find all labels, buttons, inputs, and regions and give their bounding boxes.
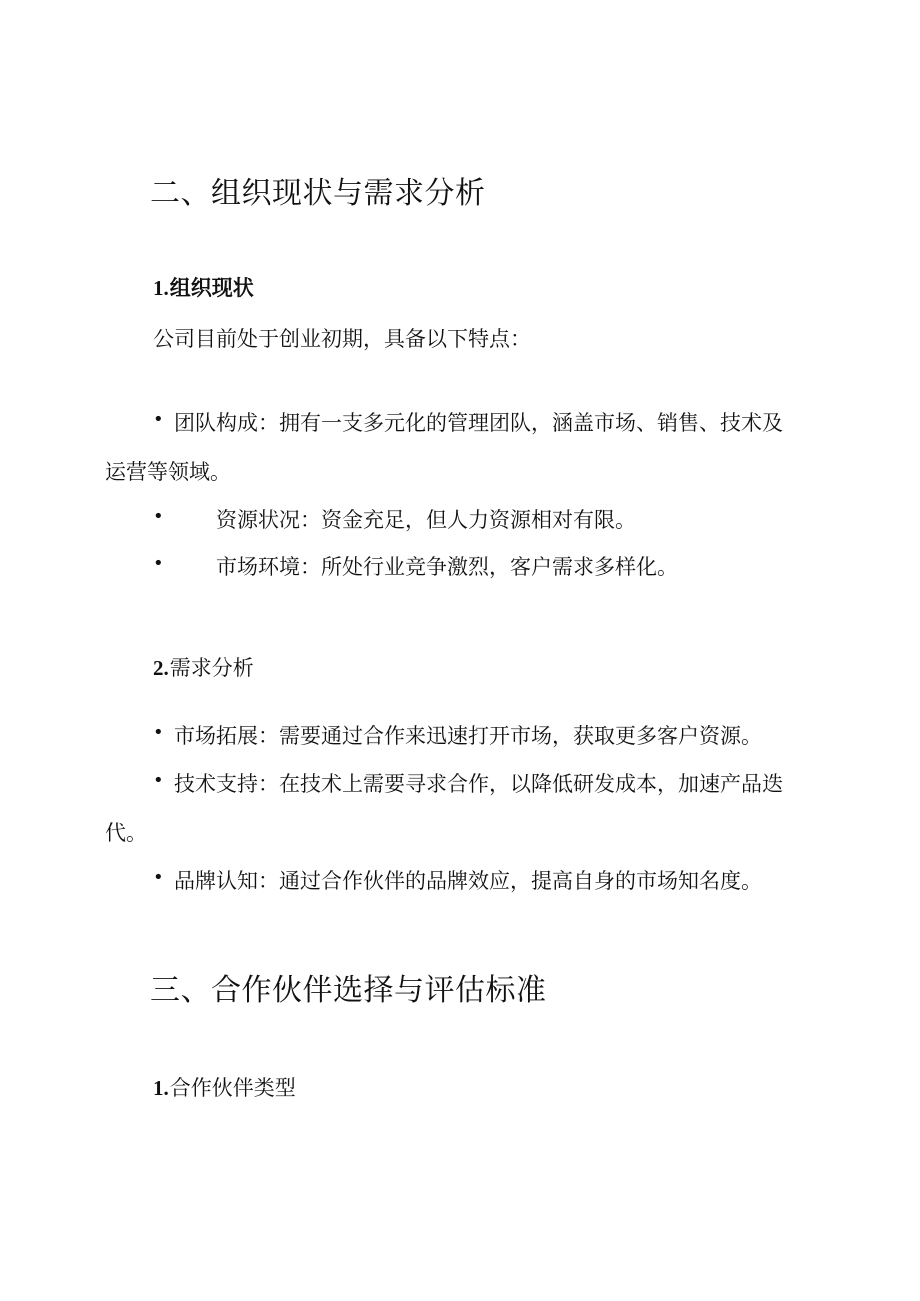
section-heading-3: 三、合作伙伴选择与评估标准 [150,973,547,1008]
subheading-text: 需求分析 [169,656,254,680]
intro-paragraph: 公司目前处于创业初期，具备以下特点： [153,327,531,351]
need-item-market-expansion: 市场拓展：需要通过合作来迅速打开市场，获取更多客户资源。 [174,724,762,748]
subheading-partner-types [153,1072,296,1102]
bullet-icon: • [153,409,164,430]
status-item-resources: 资源状况：资金充足，但人力资源相对有限。 [216,508,636,532]
subheading-needs-analysis [153,652,254,682]
need-item-brand: 品牌认知：通过合作伙伴的品牌效应，提高自身的市场知名度。 [174,869,762,893]
subheading-organization-status [153,272,254,302]
status-item-market: 市场环境：所处行业竞争激烈，客户需求多样化。 [216,555,678,579]
need-item-tech-line2: 代。 [105,821,147,845]
bullet-icon: • [153,770,164,791]
bullet-icon: • [153,867,164,888]
bullet-icon: • [153,553,164,574]
subheading-text: 合作伙伴类型 [169,1076,296,1100]
bullet-icon: • [153,722,164,743]
status-item-team-line2: 运营等领域。 [105,460,231,484]
subheading-number: 1. [153,1076,169,1100]
subheading-text: 组织现状 [169,276,254,300]
subheading-number: 1. [153,276,169,300]
need-item-tech-line1: 技术支持：在技术上需要寻求合作，以降低研发成本，加速产品迭 [174,772,783,796]
subheading-number: 2. [153,656,169,680]
status-item-team-line1: 团队构成：拥有一支多元化的管理团队，涵盖市场、销售、技术及 [174,411,783,435]
section-heading-2: 二、组织现状与需求分析 [150,176,486,211]
bullet-icon: • [153,506,164,527]
